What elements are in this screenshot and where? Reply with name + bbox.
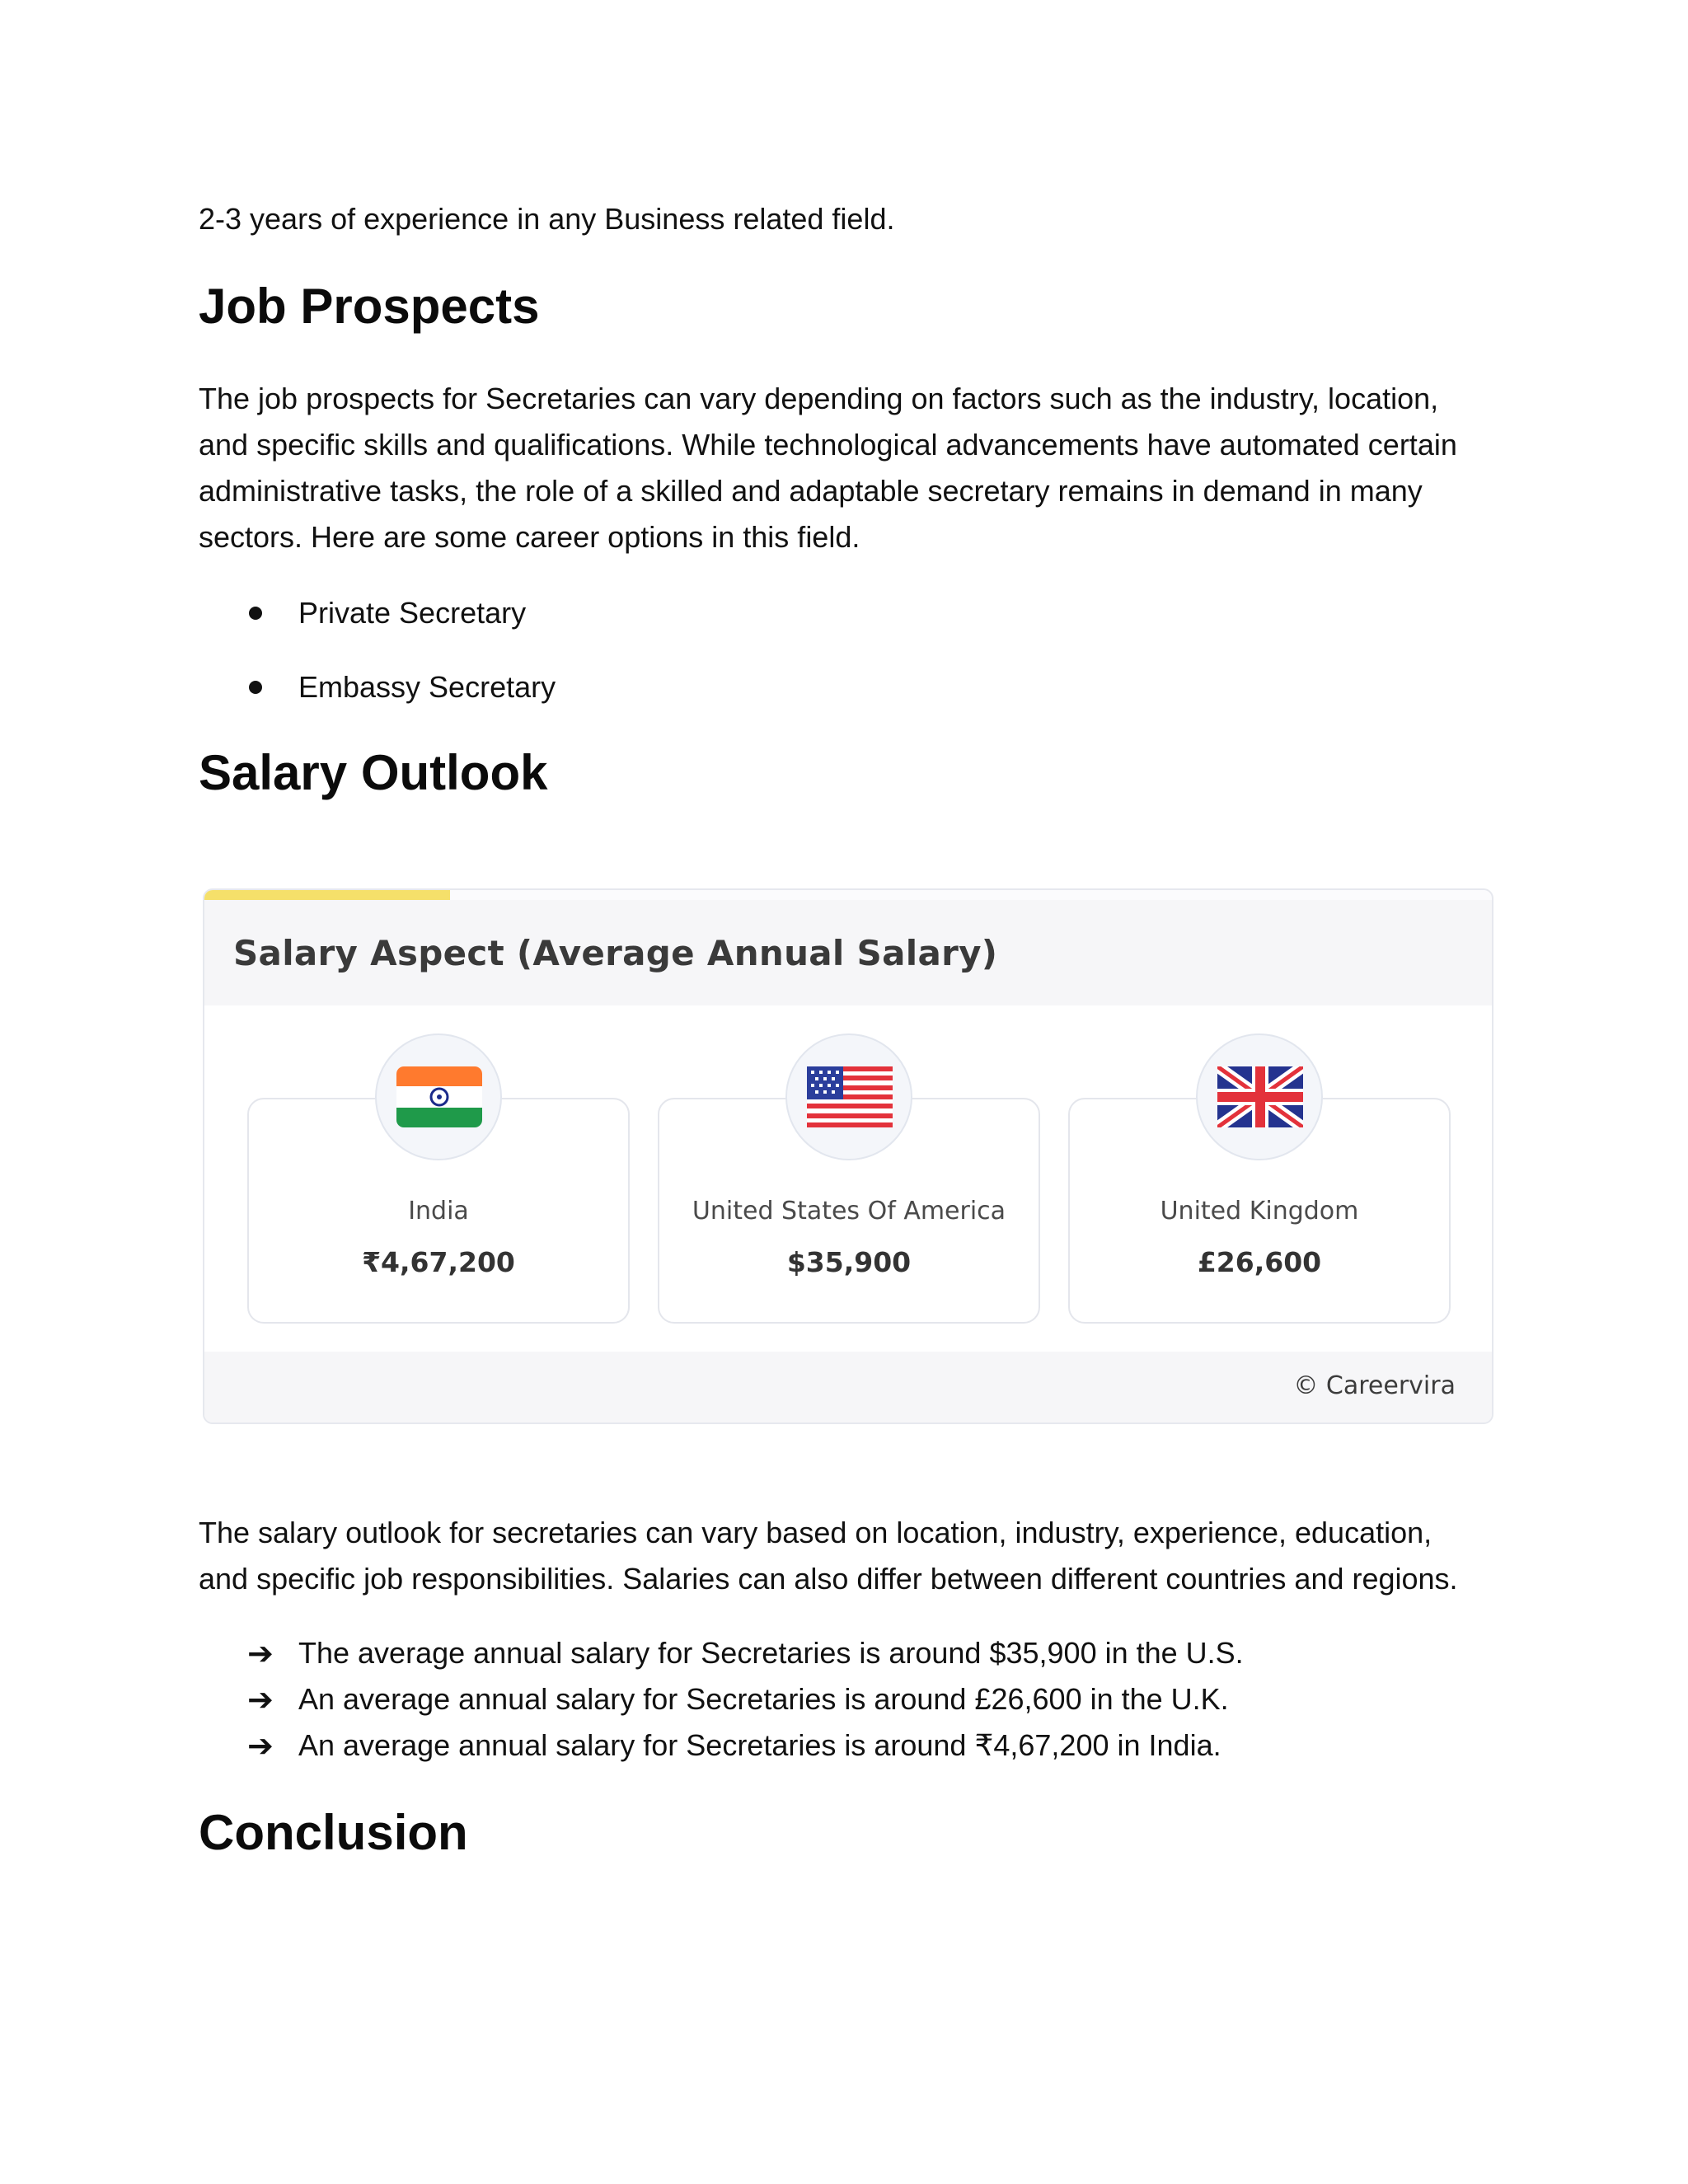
bullet-icon [249, 607, 262, 620]
job-prospects-heading: Job Prospects [199, 279, 540, 334]
career-option-label: Private Secretary [298, 596, 527, 630]
card-credit: © Careervira [1293, 1371, 1456, 1400]
card-header [204, 900, 1492, 1005]
card-footer [204, 1352, 1492, 1424]
arrow-right-icon: ➔ [247, 1635, 274, 1671]
intro-line: 2-3 years of experience in any Business related field. [199, 202, 895, 236]
country-salary: £26,600 [1197, 1246, 1322, 1278]
usa-flag-icon [785, 1033, 912, 1160]
salary-outlook-heading: Salary Outlook [199, 745, 548, 800]
salary-fact-text: An average annual salary for Secretaries is around ₹4,67,200 in India. [298, 1728, 1221, 1762]
uk-flag-icon [1196, 1033, 1323, 1160]
list-item [247, 664, 556, 710]
arrow-right-icon: ➔ [247, 1727, 274, 1764]
paragraph-line: The job prospects for Secretaries can vary depending on factors such as the industry, location, [199, 382, 1439, 415]
india-flag-icon [375, 1033, 502, 1160]
salary-fact-text: The average annual salary for Secretaries is around $35,900 in the U.S. [298, 1636, 1244, 1670]
career-options-list [247, 590, 556, 738]
country-salary: ₹4,67,200 [362, 1246, 515, 1278]
paragraph-line: administrative tasks, the role of a skilled and adaptable secretary remains in demand in many [199, 474, 1423, 508]
salary-fact-text: An average annual salary for Secretaries is around £26,600 in the U.K. [298, 1682, 1229, 1716]
card-title: Salary Aspect (Average Annual Salary) [233, 933, 998, 973]
career-option-label: Embassy Secretary [298, 670, 556, 704]
arrow-right-icon: ➔ [247, 1681, 274, 1718]
country-name: India [408, 1197, 469, 1226]
salary-aspect-card [203, 888, 1493, 1424]
list-item [247, 1630, 1244, 1676]
list-item [247, 590, 556, 636]
country-name: United Kingdom [1160, 1197, 1359, 1226]
list-item [247, 1722, 1244, 1769]
country-name: United States Of America [692, 1197, 1006, 1226]
salary-facts-list [247, 1630, 1244, 1769]
card-accent-bar [204, 890, 450, 900]
paragraph-line: sectors. Here are some career options in this field. [199, 520, 860, 554]
paragraph-line: and specific job responsibilities. Salaries can also differ between different countries and regions. [199, 1562, 1458, 1596]
paragraph-line: The salary outlook for secretaries can vary based on location, industry, experience, education, [199, 1516, 1432, 1549]
list-item [247, 1676, 1244, 1722]
country-salary: $35,900 [786, 1246, 912, 1278]
bullet-icon [249, 681, 262, 694]
paragraph-line: and specific skills and qualifications. While technological advancements have automated certain [199, 428, 1457, 462]
conclusion-heading: Conclusion [199, 1805, 468, 1860]
